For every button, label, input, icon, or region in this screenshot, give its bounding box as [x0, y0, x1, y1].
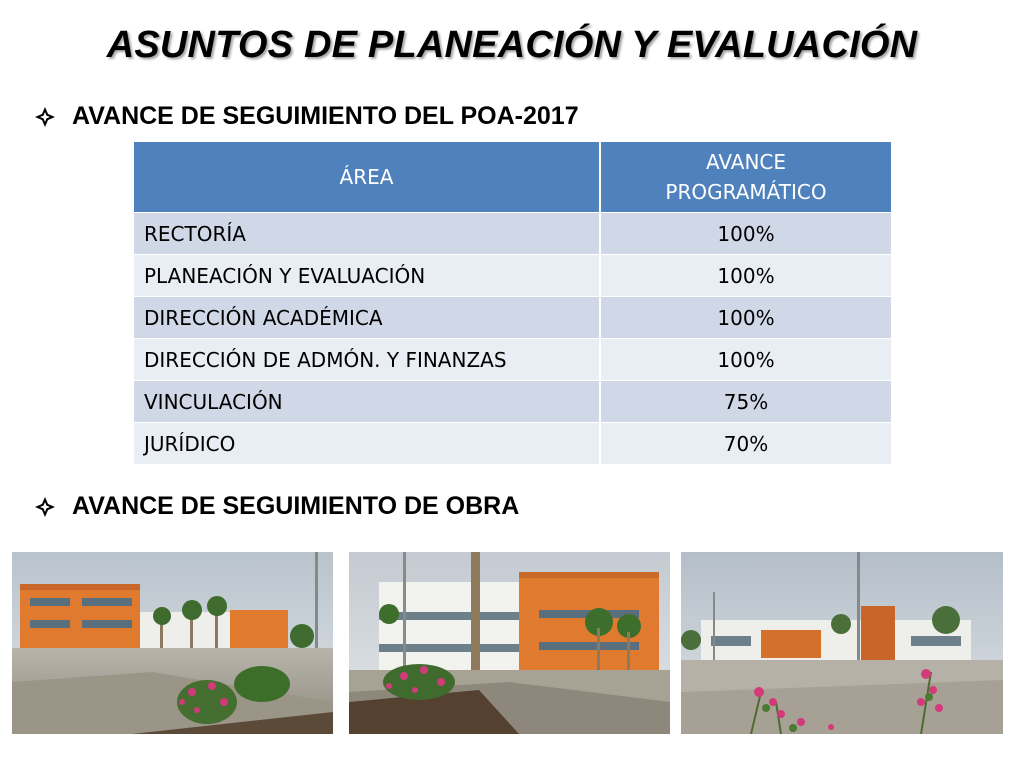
cell-avance: 100%	[600, 297, 891, 339]
header-avance-line2: PROGRAMÁTICO	[665, 180, 827, 204]
poa-progress-table	[134, 142, 891, 464]
bullet-poa-label: AVANCE DE SEGUIMIENTO DEL POA-2017	[72, 102, 579, 130]
bullet-poa	[34, 102, 579, 131]
cell-area: PLANEACIÓN Y EVALUACIÓN	[134, 255, 600, 297]
cell-avance: 100%	[600, 213, 891, 255]
header-area: ÁREA	[134, 142, 600, 213]
table-row	[134, 381, 891, 423]
table-row	[134, 297, 891, 339]
table-row	[134, 423, 891, 465]
slide-title: ASUNTOS DE PLANEACIÓN Y EVALUACIÓN	[106, 24, 918, 66]
construction-photo-2	[349, 552, 670, 734]
cell-avance: 70%	[600, 423, 891, 465]
diamond-bullet-icon	[34, 106, 56, 128]
header-avance-line1: AVANCE	[705, 150, 787, 174]
diamond-bullet-icon	[34, 496, 56, 518]
construction-photo-3	[681, 552, 1003, 734]
cell-area: VINCULACIÓN	[134, 381, 600, 423]
table-row	[134, 255, 891, 297]
header-avance	[600, 142, 891, 213]
bullet-obra	[34, 492, 519, 521]
cell-area: JURÍDICO	[134, 423, 600, 465]
construction-photo-1	[12, 552, 333, 734]
table-row	[134, 339, 891, 381]
table-header-row	[134, 142, 891, 213]
cell-avance: 100%	[600, 255, 891, 297]
cell-area: RECTORÍA	[134, 213, 600, 255]
bullet-obra-label: AVANCE DE SEGUIMIENTO DE OBRA	[72, 492, 520, 520]
cell-area: DIRECCIÓN ACADÉMICA	[134, 297, 600, 339]
cell-avance: 100%	[600, 339, 891, 381]
table-row	[134, 213, 891, 255]
cell-area: DIRECCIÓN DE ADMÓN. Y FINANZAS	[134, 339, 600, 381]
cell-avance: 75%	[600, 381, 891, 423]
